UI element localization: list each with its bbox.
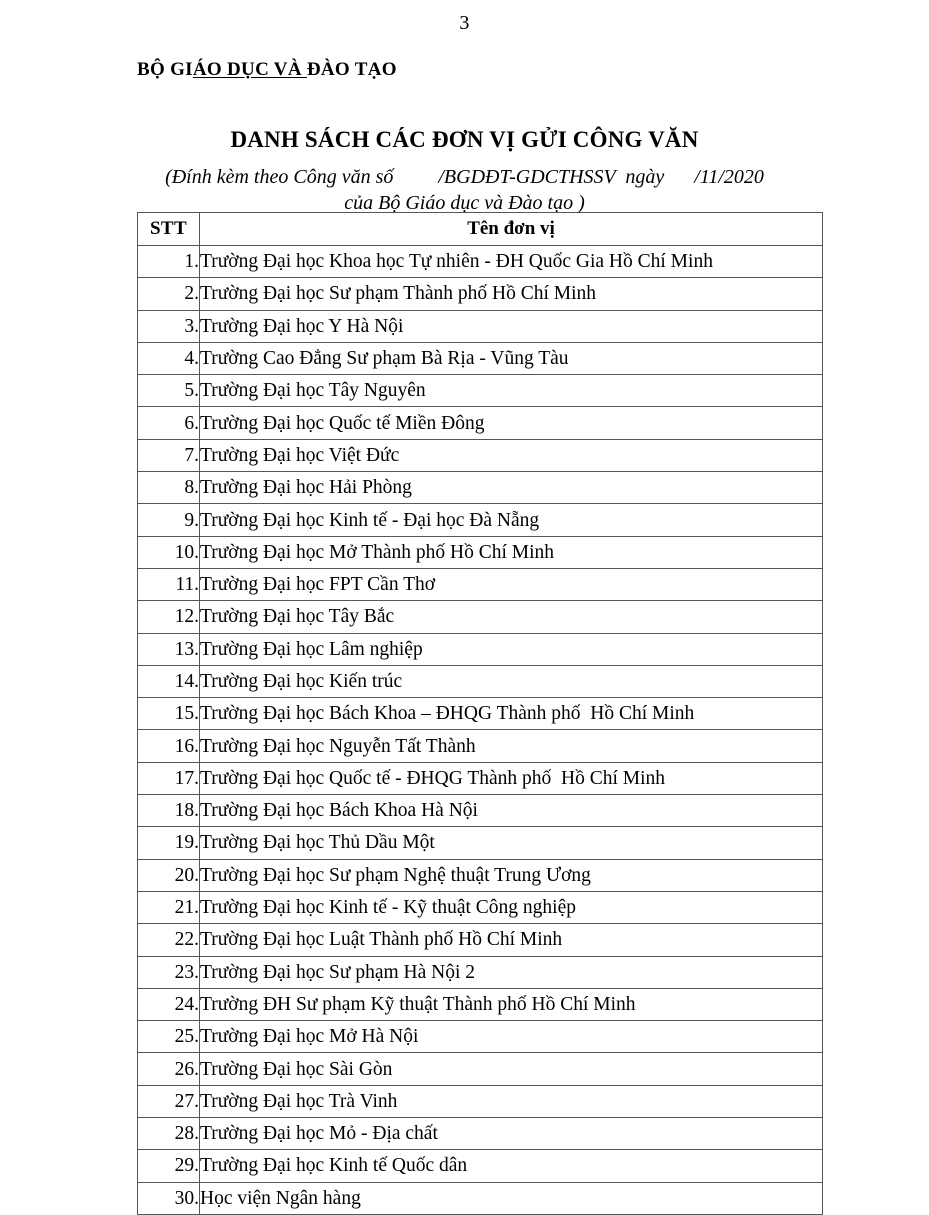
cell-unit-name: Trường Đại học FPT Cần Thơ [200, 568, 823, 600]
cell-unit-name: Trường Đại học Mở Hà Nội [200, 1021, 823, 1053]
cell-stt: 26. [138, 1053, 200, 1085]
table-row [138, 504, 823, 536]
cell-stt: 2. [138, 278, 200, 310]
cell-unit-name: Trường Đại học Bách Khoa Hà Nội [200, 795, 823, 827]
cell-unit-name: Trường Đại học Kinh tế - Đại học Đà Nẵng [200, 504, 823, 536]
subtitle-line-2: của Bộ Giáo dục và Đào tạo ) [344, 192, 585, 214]
cell-unit-name: Trường Đại học Việt Đức [200, 439, 823, 471]
table-row [138, 601, 823, 633]
table-row [138, 342, 823, 374]
cell-stt: 11. [138, 568, 200, 600]
unit-list-table-container [137, 212, 822, 1215]
table-row [138, 1085, 823, 1117]
cell-unit-name: Trường Cao Đẳng Sư phạm Bà Rịa - Vũng Tàu [200, 342, 823, 374]
table-row [138, 633, 823, 665]
table-row [138, 278, 823, 310]
table-row [138, 924, 823, 956]
cell-stt: 8. [138, 472, 200, 504]
table-row [138, 439, 823, 471]
cell-stt: 29. [138, 1150, 200, 1182]
cell-stt: 20. [138, 859, 200, 891]
table-row [138, 568, 823, 600]
cell-stt: 18. [138, 795, 200, 827]
table-row [138, 407, 823, 439]
cell-unit-name: Trường Đại học Kinh tế - Kỹ thuật Công nghiệp [200, 891, 823, 923]
cell-unit-name: Trường Đại học Hải Phòng [200, 472, 823, 504]
unit-list-table [137, 212, 823, 1215]
cell-unit-name: Trường Đại học Trà Vinh [200, 1085, 823, 1117]
table-row [138, 891, 823, 923]
cell-stt: 7. [138, 439, 200, 471]
cell-stt: 15. [138, 698, 200, 730]
cell-stt: 21. [138, 891, 200, 923]
cell-unit-name: Trường Đại học Tây Bắc [200, 601, 823, 633]
table-row [138, 665, 823, 697]
document-subtitle [0, 164, 929, 216]
table-row [138, 956, 823, 988]
cell-unit-name: Trường Đại học Sư phạm Nghệ thuật Trung Ương [200, 859, 823, 891]
table-row [138, 988, 823, 1020]
document-title: DANH SÁCH CÁC ĐƠN VỊ GỬI CÔNG VĂN [230, 127, 699, 152]
cell-stt: 25. [138, 1021, 200, 1053]
table-row [138, 1021, 823, 1053]
cell-stt: 19. [138, 827, 200, 859]
cell-unit-name: Trường Đại học Lâm nghiệp [200, 633, 823, 665]
cell-stt: 4. [138, 342, 200, 374]
cell-stt: 17. [138, 762, 200, 794]
cell-stt: 14. [138, 665, 200, 697]
cell-unit-name: Học viện Ngân hàng [200, 1182, 823, 1214]
cell-unit-name: Trường Đại học Y Hà Nội [200, 310, 823, 342]
table-row [138, 1118, 823, 1150]
table-row [138, 1150, 823, 1182]
ministry-heading-part-before: BỘ GI [137, 59, 193, 80]
subtitle-line-1: (Đính kèm theo Công văn số /BGDĐT-GDCTHSSV ngày /11/2020 [165, 166, 764, 188]
cell-stt: 22. [138, 924, 200, 956]
cell-unit-name: Trường Đại học Kinh tế Quốc dân [200, 1150, 823, 1182]
cell-unit-name: Trường Đại học Nguyễn Tất Thành [200, 730, 823, 762]
table-row [138, 730, 823, 762]
cell-unit-name: Trường Đại học Mở Thành phố Hồ Chí Minh [200, 536, 823, 568]
table-row [138, 472, 823, 504]
cell-stt: 12. [138, 601, 200, 633]
cell-unit-name: Trường Đại học Khoa học Tự nhiên - ĐH Quốc Gia Hồ Chí Minh [200, 246, 823, 278]
table-row [138, 536, 823, 568]
cell-stt: 3. [138, 310, 200, 342]
page-number: 3 [459, 12, 470, 34]
cell-stt: 28. [138, 1118, 200, 1150]
table-row [138, 827, 823, 859]
table-row [138, 795, 823, 827]
cell-stt: 10. [138, 536, 200, 568]
cell-stt: 27. [138, 1085, 200, 1117]
table-row [138, 375, 823, 407]
table-row [138, 310, 823, 342]
cell-stt: 6. [138, 407, 200, 439]
cell-stt: 13. [138, 633, 200, 665]
cell-unit-name: Trường ĐH Sư phạm Kỹ thuật Thành phố Hồ Chí Minh [200, 988, 823, 1020]
cell-stt: 23. [138, 956, 200, 988]
cell-stt: 30. [138, 1182, 200, 1214]
cell-unit-name: Trường Đại học Quốc tế - ĐHQG Thành phố Hồ Chí Minh [200, 762, 823, 794]
column-header-stt: STT [138, 213, 200, 246]
table-row [138, 859, 823, 891]
cell-unit-name: Trường Đại học Kiến trúc [200, 665, 823, 697]
cell-stt: 5. [138, 375, 200, 407]
cell-unit-name: Trường Đại học Sài Gòn [200, 1053, 823, 1085]
cell-unit-name: Trường Đại học Tây Nguyên [200, 375, 823, 407]
ministry-heading-part-after: ĐÀO TẠO [306, 59, 397, 80]
ministry-heading [137, 58, 397, 82]
cell-unit-name: Trường Đại học Mỏ - Địa chất [200, 1118, 823, 1150]
cell-unit-name: Trường Đại học Bách Khoa – ĐHQG Thành phố Hồ Chí Minh [200, 698, 823, 730]
table-row [138, 1053, 823, 1085]
cell-unit-name: Trường Đại học Thủ Dầu Một [200, 827, 823, 859]
cell-stt: 24. [138, 988, 200, 1020]
table-row [138, 698, 823, 730]
cell-stt: 16. [138, 730, 200, 762]
table-row [138, 1182, 823, 1214]
table-header-row [138, 213, 823, 246]
ministry-heading-part-underlined: ÁO DỤC VÀ [192, 59, 307, 80]
cell-unit-name: Trường Đại học Quốc tế Miền Đông [200, 407, 823, 439]
cell-stt: 1. [138, 246, 200, 278]
table-row [138, 246, 823, 278]
cell-stt: 9. [138, 504, 200, 536]
column-header-name: Tên đơn vị [200, 213, 823, 246]
cell-unit-name: Trường Đại học Sư phạm Hà Nội 2 [200, 956, 823, 988]
table-row [138, 762, 823, 794]
cell-unit-name: Trường Đại học Sư phạm Thành phố Hồ Chí Minh [200, 278, 823, 310]
table-body [138, 246, 823, 1215]
cell-unit-name: Trường Đại học Luật Thành phố Hồ Chí Minh [200, 924, 823, 956]
